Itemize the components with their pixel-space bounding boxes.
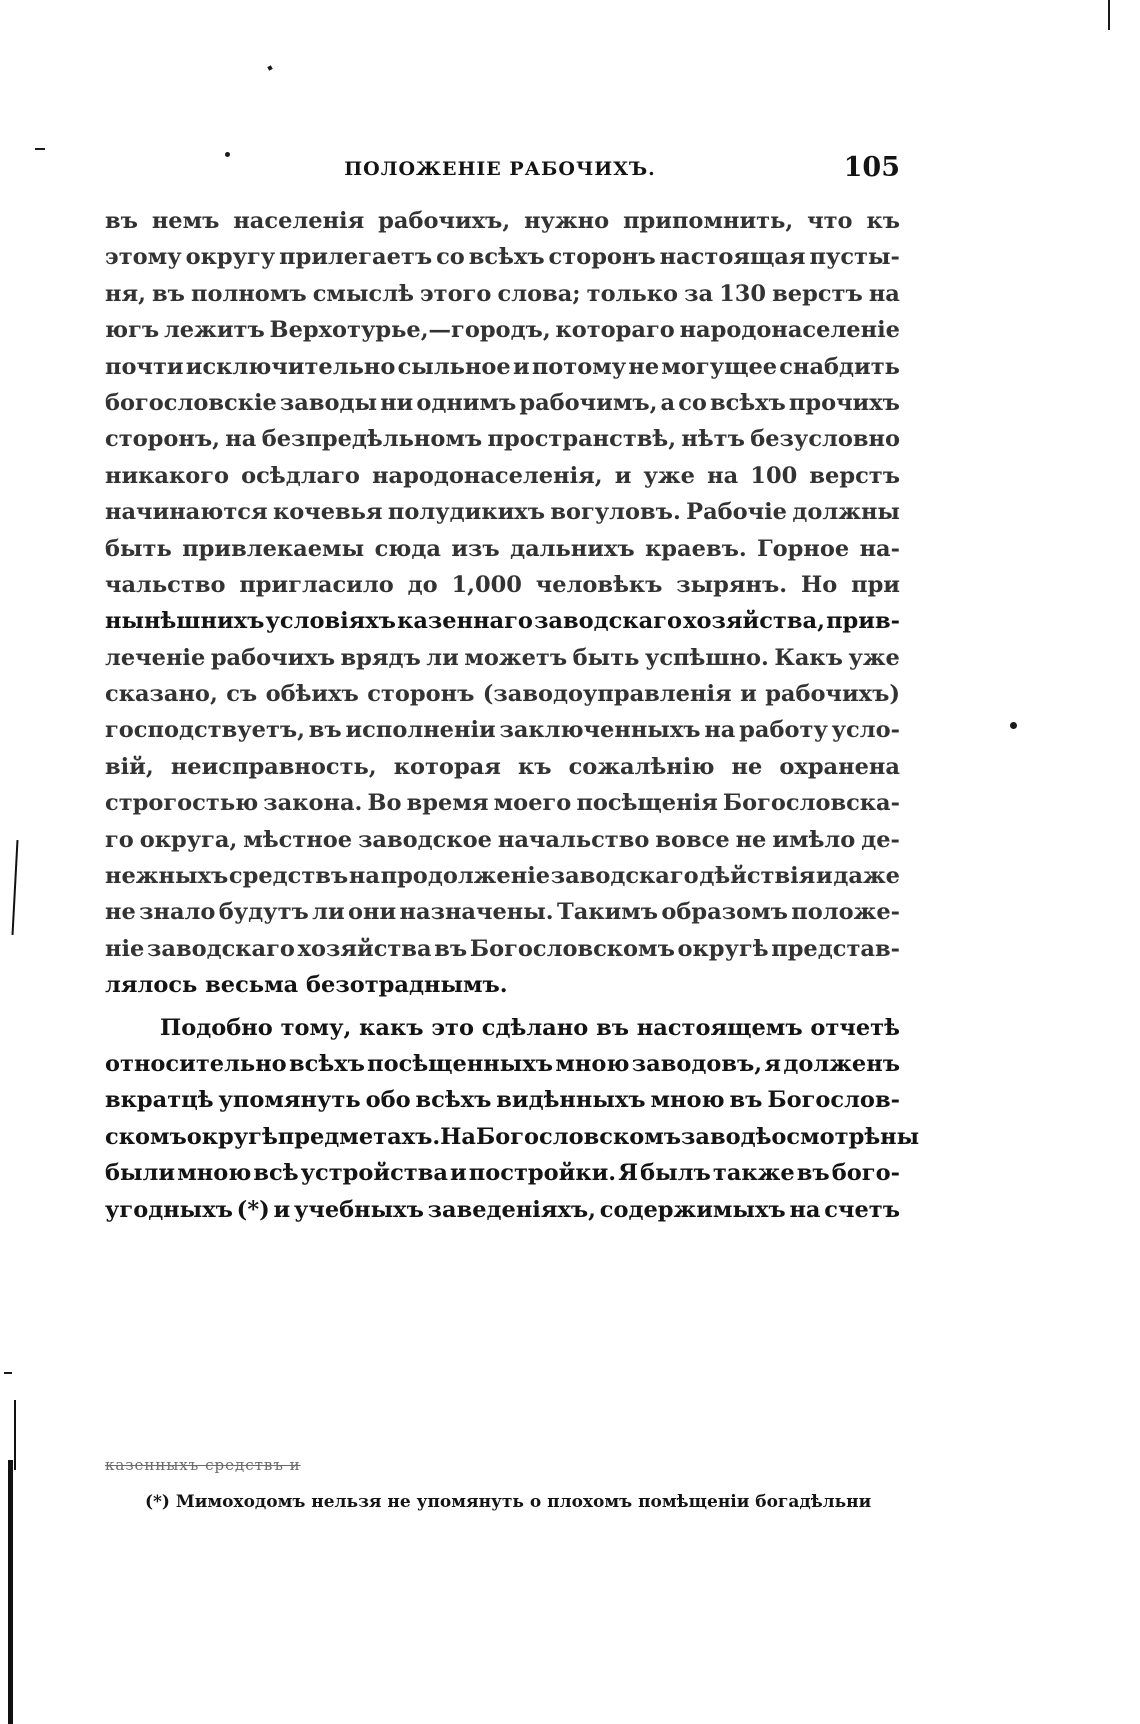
text-line bbox=[105, 603, 900, 639]
text-line bbox=[105, 239, 900, 275]
text-line bbox=[105, 312, 900, 348]
word: сторонъ, bbox=[105, 426, 220, 453]
word: долженъ bbox=[783, 1050, 900, 1077]
word: осмотрѣны bbox=[771, 1123, 920, 1150]
word: былъ bbox=[640, 1160, 711, 1187]
scan-speck bbox=[267, 65, 272, 70]
word: Богослов- bbox=[767, 1087, 900, 1114]
text-line bbox=[105, 712, 900, 748]
word: смыслѣ bbox=[312, 280, 414, 307]
word: положе- bbox=[791, 899, 900, 926]
word: всѣхъ bbox=[468, 244, 545, 271]
word: хозяйства, bbox=[683, 608, 825, 635]
word: ня, bbox=[105, 280, 146, 307]
word: строгостью bbox=[105, 790, 259, 817]
word: при bbox=[851, 571, 900, 598]
word: верстъ bbox=[772, 280, 863, 307]
word: этого bbox=[419, 280, 492, 307]
word: округѣ bbox=[186, 1123, 278, 1150]
word: сторонъ bbox=[367, 681, 475, 708]
footnote: (*) Мимоходомъ нельзя не упомянуть о плохомъ помѣщеніи богадѣльни bbox=[145, 1492, 872, 1512]
word: счетъ bbox=[824, 1196, 900, 1223]
text-line bbox=[105, 349, 900, 385]
word: хозяйства bbox=[297, 935, 432, 962]
word: и bbox=[614, 462, 632, 489]
word: заводскаго bbox=[550, 863, 699, 890]
word: на bbox=[789, 1196, 821, 1223]
scan-speck bbox=[4, 1372, 12, 1374]
word: ли bbox=[426, 644, 459, 671]
text-line bbox=[105, 785, 900, 821]
word: ни bbox=[380, 389, 414, 416]
word: угодныхъ bbox=[105, 1196, 233, 1223]
word: привлекаемы bbox=[182, 535, 365, 562]
word: пусты- bbox=[809, 244, 900, 271]
word: округу bbox=[185, 244, 276, 271]
body-text bbox=[105, 203, 920, 1228]
word: работу bbox=[739, 717, 828, 744]
word: какъ bbox=[359, 1014, 424, 1041]
word: Рабочіе bbox=[686, 499, 787, 526]
word: заводовъ, bbox=[631, 1050, 763, 1077]
word: изъ bbox=[451, 535, 500, 562]
word: тому, bbox=[280, 1014, 352, 1041]
text-line bbox=[105, 822, 900, 858]
word: богословскіе bbox=[105, 389, 277, 416]
word: мною bbox=[555, 1050, 630, 1077]
word: исключительно bbox=[185, 353, 396, 380]
word: заключенныхъ bbox=[499, 717, 701, 744]
word: казеннаго bbox=[397, 608, 533, 635]
word: исполненіи bbox=[345, 717, 496, 744]
word: округѣ bbox=[677, 935, 769, 962]
word: сыльное bbox=[397, 353, 511, 380]
word: заводское bbox=[358, 826, 492, 853]
word: неисправность, bbox=[170, 753, 377, 780]
word: мною bbox=[650, 1087, 725, 1114]
word: вовсе bbox=[655, 826, 730, 853]
word: за bbox=[684, 280, 714, 307]
text-line bbox=[105, 567, 900, 603]
word: въ bbox=[434, 935, 468, 962]
word: де- bbox=[861, 826, 900, 853]
word: сдѣлано bbox=[481, 1014, 589, 1041]
word: обо bbox=[365, 1087, 411, 1114]
word: нынѣшнихъ bbox=[105, 608, 265, 635]
word: на bbox=[704, 717, 736, 744]
word: на bbox=[348, 863, 380, 890]
word: ли bbox=[312, 899, 345, 926]
word: Подобно bbox=[160, 1014, 273, 1041]
word: леченіе bbox=[105, 644, 206, 671]
word: можетъ bbox=[464, 644, 568, 671]
word: полномъ bbox=[191, 280, 307, 307]
word: никакого bbox=[105, 462, 230, 489]
scan-speck bbox=[1010, 722, 1017, 729]
word: всѣ bbox=[253, 1160, 299, 1187]
word: всѣхъ bbox=[289, 1050, 365, 1077]
word: рабочихъ, bbox=[378, 208, 511, 234]
word: я bbox=[764, 1050, 782, 1077]
word: пространствѣ, bbox=[487, 426, 677, 453]
word: Но bbox=[800, 571, 838, 598]
word: го bbox=[105, 826, 134, 853]
word: нужно bbox=[524, 208, 610, 234]
word: условіяхъ bbox=[265, 608, 396, 635]
word: югъ bbox=[105, 317, 160, 344]
word: дальнихъ bbox=[510, 535, 635, 562]
text-line bbox=[105, 640, 900, 676]
word: всѣхъ bbox=[415, 1087, 492, 1114]
word: сюда bbox=[374, 535, 441, 562]
word: нежныхъ bbox=[105, 863, 229, 890]
word: не bbox=[628, 353, 660, 380]
word: видѣнныхъ bbox=[496, 1087, 646, 1114]
word: только bbox=[586, 280, 679, 307]
scan-edge-line bbox=[12, 840, 19, 935]
word: заведеніяхъ, bbox=[427, 1196, 596, 1223]
word: (заводоуправленія bbox=[482, 681, 732, 708]
paragraph-first-line bbox=[105, 1010, 900, 1046]
cropped-line: казенныхъ средствъ и bbox=[105, 1456, 301, 1474]
word: охранена bbox=[779, 753, 900, 780]
word: начинаются bbox=[105, 499, 268, 526]
word: этому bbox=[105, 244, 182, 271]
scan-speck bbox=[1108, 0, 1110, 30]
word: На bbox=[440, 1123, 477, 1150]
running-title: ПОЛОЖЕНІЕ РАБОЧИХЪ. bbox=[344, 158, 656, 180]
text-line bbox=[105, 676, 900, 712]
word: съ bbox=[226, 681, 258, 708]
word: быть bbox=[105, 535, 172, 562]
word: къ bbox=[517, 753, 552, 780]
word: Такимъ bbox=[557, 899, 659, 926]
word: и bbox=[450, 1160, 467, 1187]
word: почти bbox=[105, 353, 184, 380]
word: время bbox=[406, 790, 489, 817]
text-line bbox=[105, 203, 900, 239]
word: не bbox=[731, 753, 763, 780]
word: средствъ bbox=[228, 863, 349, 890]
word: ніе bbox=[105, 935, 145, 962]
word: заводѣ bbox=[681, 1123, 772, 1150]
word: потому bbox=[531, 353, 627, 380]
word: 1,000 bbox=[451, 571, 522, 598]
word: посѣщенныхъ bbox=[367, 1050, 553, 1077]
word: которая bbox=[393, 753, 501, 780]
word: уже bbox=[848, 644, 900, 671]
word: не bbox=[105, 899, 136, 926]
text-line bbox=[105, 858, 900, 894]
word: человѣкъ bbox=[535, 571, 663, 598]
word: снабдить bbox=[779, 353, 900, 380]
word: и bbox=[273, 1196, 291, 1223]
word: безусловно bbox=[750, 426, 900, 453]
text-line: лялось весьма безотраднымъ. bbox=[105, 972, 508, 999]
word: чальство bbox=[105, 571, 226, 598]
word: (*) bbox=[236, 1196, 270, 1223]
word: прочихъ bbox=[788, 389, 900, 416]
word: также bbox=[712, 1160, 795, 1187]
scan-speck bbox=[225, 152, 230, 157]
word: отчетѣ bbox=[810, 1014, 900, 1041]
word: скомъ bbox=[105, 1123, 187, 1150]
word: заводскаго bbox=[147, 935, 295, 962]
word: зырянъ. bbox=[676, 571, 788, 598]
word: мною bbox=[177, 1160, 252, 1187]
word: верстъ bbox=[809, 462, 900, 489]
word: обѣихъ bbox=[265, 681, 359, 708]
word: могущее bbox=[661, 353, 778, 380]
text-line bbox=[105, 494, 900, 530]
word: успѣшно. bbox=[644, 644, 769, 671]
text-line bbox=[105, 421, 900, 457]
word: заводскаго bbox=[534, 608, 682, 635]
word: въ bbox=[596, 1014, 629, 1041]
text-line bbox=[105, 531, 900, 567]
word: краевъ. bbox=[645, 535, 747, 562]
word: и bbox=[740, 681, 757, 708]
word: со bbox=[436, 244, 465, 271]
text-line bbox=[105, 1155, 900, 1191]
word: и bbox=[512, 353, 530, 380]
text-line bbox=[105, 1119, 920, 1155]
text-line bbox=[105, 749, 900, 785]
word: къ bbox=[866, 208, 900, 234]
word: не bbox=[735, 826, 767, 853]
word: усло- bbox=[831, 717, 900, 744]
word: рабочихъ) bbox=[765, 681, 900, 708]
word: содержимыхъ bbox=[599, 1196, 786, 1223]
word: однимъ bbox=[416, 389, 517, 416]
word: сожалѣнію bbox=[568, 753, 715, 780]
word: вогуловъ. bbox=[550, 499, 681, 526]
word: знало bbox=[139, 899, 216, 926]
word: Во bbox=[367, 790, 402, 817]
word: сказано, bbox=[105, 681, 218, 708]
word: полудикихъ bbox=[387, 499, 545, 526]
word: учебныхъ bbox=[293, 1196, 424, 1223]
word: Богословска- bbox=[722, 790, 900, 817]
text-line bbox=[105, 1082, 900, 1118]
word: всѣхъ bbox=[709, 389, 786, 416]
word: назначены. bbox=[399, 899, 554, 926]
word: немъ bbox=[151, 208, 220, 234]
word: образомъ bbox=[661, 899, 788, 926]
word: должны bbox=[792, 499, 900, 526]
word: а bbox=[660, 389, 676, 416]
word: настоящая bbox=[659, 244, 806, 271]
word: пригласило bbox=[239, 571, 394, 598]
word: они bbox=[348, 899, 397, 926]
word: въ bbox=[729, 1087, 763, 1114]
word: и bbox=[815, 863, 833, 890]
word: имѣло bbox=[772, 826, 856, 853]
word: предметахъ. bbox=[277, 1123, 441, 1150]
word: вкратцѣ bbox=[105, 1087, 214, 1114]
word: рабочимъ, bbox=[519, 389, 658, 416]
word: закона. bbox=[263, 790, 363, 817]
word: уже bbox=[643, 462, 695, 489]
text-line bbox=[105, 1046, 900, 1082]
word: кочевья bbox=[272, 499, 383, 526]
word: устройства bbox=[300, 1160, 448, 1187]
word: рабочихъ bbox=[210, 644, 335, 671]
word: заводы bbox=[279, 389, 378, 416]
word: 100 bbox=[750, 462, 798, 489]
word: быть bbox=[572, 644, 640, 671]
text-line bbox=[105, 1192, 900, 1228]
word: начальство bbox=[497, 826, 650, 853]
word: прилегаетъ bbox=[279, 244, 433, 271]
word: на bbox=[707, 462, 739, 489]
word: Богословскомъ bbox=[476, 1123, 682, 1150]
word: въ bbox=[796, 1160, 830, 1187]
word: упомянуть bbox=[218, 1087, 361, 1114]
page-number: 105 bbox=[843, 152, 900, 183]
word: постройки. bbox=[468, 1160, 617, 1187]
word: сторонъ bbox=[548, 244, 656, 271]
word: это bbox=[431, 1014, 474, 1041]
word: были bbox=[105, 1160, 176, 1187]
word: на bbox=[868, 280, 900, 307]
word: Горное bbox=[757, 535, 850, 562]
word: прив- bbox=[826, 608, 900, 635]
word: нѣтъ bbox=[681, 426, 745, 453]
word: населенія bbox=[233, 208, 365, 234]
word: на bbox=[225, 426, 257, 453]
word: въ bbox=[105, 208, 138, 234]
running-head bbox=[100, 152, 900, 188]
word: моего bbox=[493, 790, 572, 817]
text-line bbox=[105, 385, 900, 421]
word: мѣстное bbox=[243, 826, 353, 853]
word: посѣщенія bbox=[576, 790, 718, 817]
word: народонаселенія, bbox=[372, 462, 603, 489]
text-line bbox=[105, 458, 900, 494]
scan-speck bbox=[35, 148, 45, 150]
word: будутъ bbox=[218, 899, 309, 926]
word: бого- bbox=[831, 1160, 900, 1187]
text-line bbox=[105, 931, 900, 967]
word: со bbox=[678, 389, 707, 416]
word: продолженіе bbox=[380, 863, 551, 890]
word: безпредѣльномъ bbox=[261, 426, 483, 453]
word: осѣдлаго bbox=[241, 462, 360, 489]
word: что bbox=[807, 208, 853, 234]
scan-edge-line bbox=[8, 1460, 13, 1724]
word: котораго bbox=[555, 317, 675, 344]
word: относительно bbox=[105, 1050, 287, 1077]
word: врядъ bbox=[340, 644, 421, 671]
word: на- bbox=[859, 535, 900, 562]
word: Верхотурье,—городъ, bbox=[269, 317, 551, 344]
word: лежитъ bbox=[163, 317, 265, 344]
word: Какъ bbox=[774, 644, 843, 671]
word: представ- bbox=[771, 935, 900, 962]
word: до bbox=[407, 571, 438, 598]
text-line bbox=[105, 276, 900, 312]
word: слова; bbox=[497, 280, 581, 307]
word: даже bbox=[833, 863, 900, 890]
word: господствуетъ, bbox=[105, 717, 305, 744]
scan-edge-line bbox=[14, 1400, 16, 1470]
word: 130 bbox=[719, 280, 767, 307]
word: народонаселеніе bbox=[679, 317, 900, 344]
word: вій, bbox=[105, 753, 154, 780]
word: настоящемъ bbox=[636, 1014, 803, 1041]
word: дѣйствія bbox=[699, 863, 816, 890]
word: Я bbox=[618, 1160, 639, 1187]
word: округа, bbox=[139, 826, 238, 853]
word: въ bbox=[152, 280, 185, 307]
word: въ bbox=[308, 717, 342, 744]
text-line bbox=[105, 894, 900, 930]
word: Богословскомъ bbox=[469, 935, 675, 962]
word: припомнить, bbox=[623, 208, 794, 234]
